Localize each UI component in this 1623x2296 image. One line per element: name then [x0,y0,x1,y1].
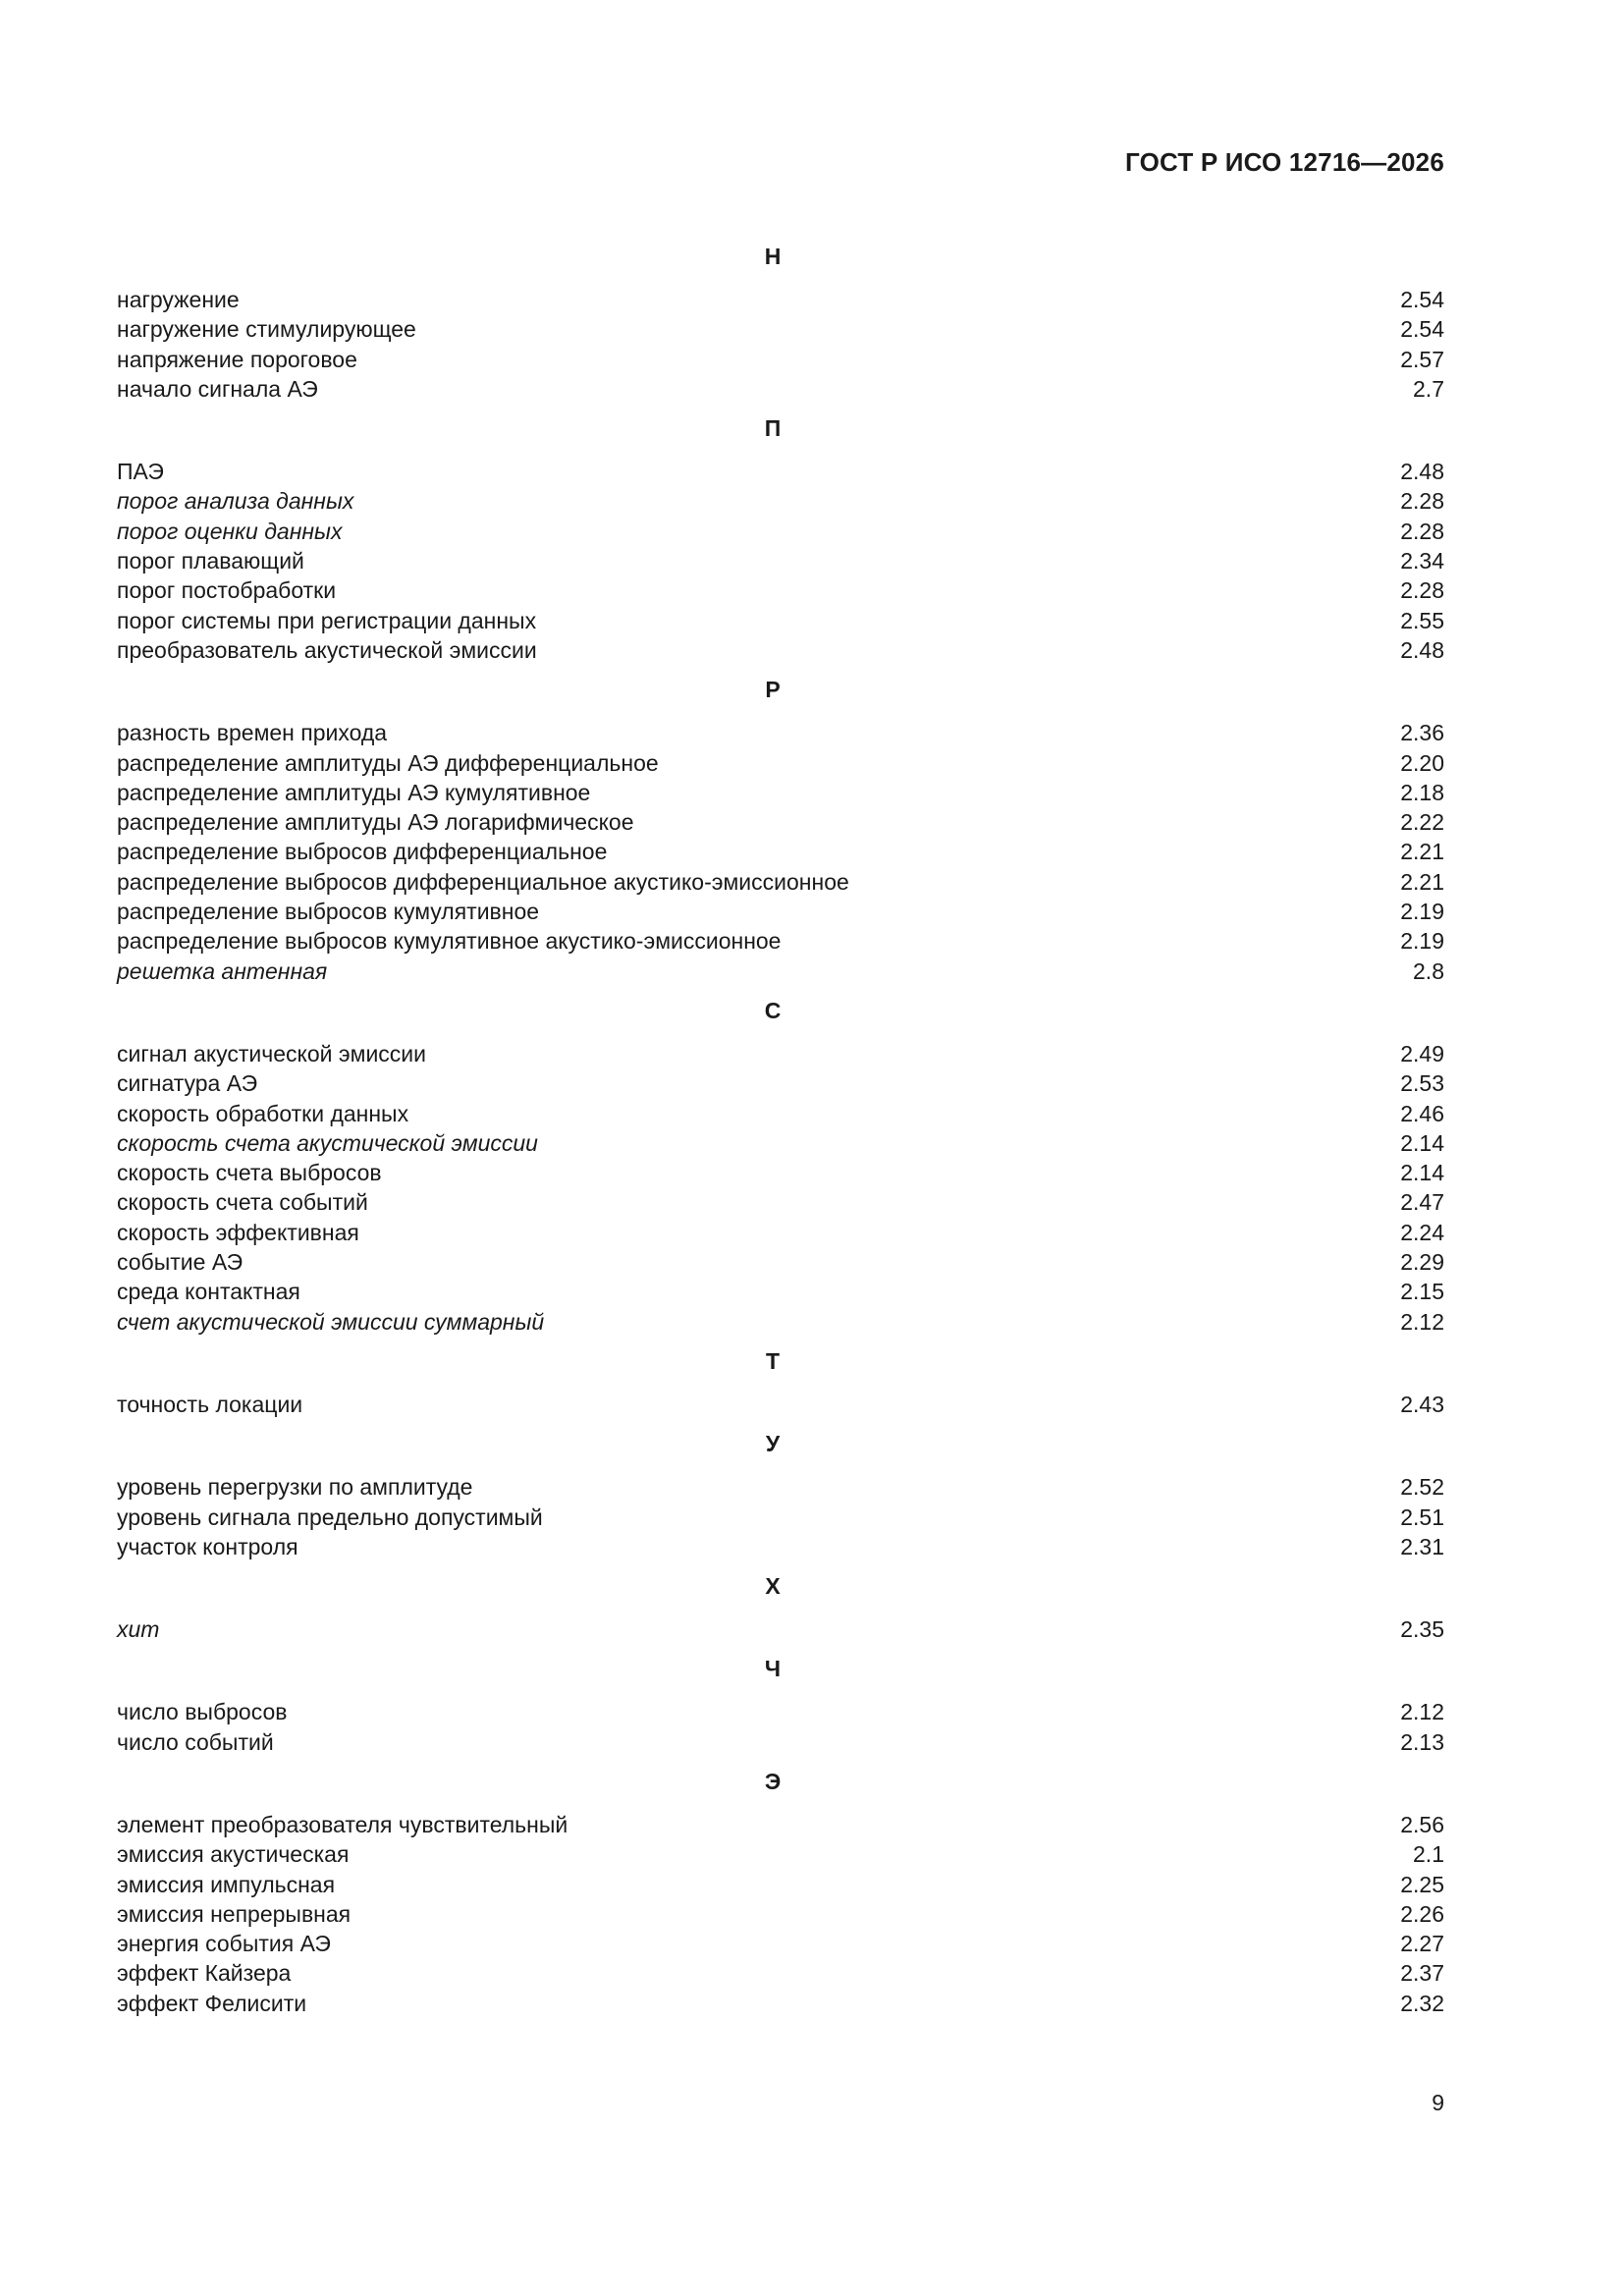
index-entry [117,457,1444,486]
index-entry [117,486,1444,516]
index-entry [117,1158,1444,1187]
entry-term: нагружение стимулирующее [117,316,416,343]
index-entry [117,1839,1444,1869]
entry-reference: 2.48 [1400,636,1444,663]
entry-term: решетка антенная [117,957,328,984]
entry-term: эффект Фелисити [117,1990,307,2016]
entry-term: счет акустической эмиссии суммарный [117,1308,545,1335]
page-number: 9 [1432,2090,1444,2115]
section-letter: У [765,1431,781,1457]
index-entry [117,867,1444,897]
index-entry [117,1128,1444,1158]
entry-term: уровень сигнала предельно допустимый [117,1503,543,1530]
entry-reference: 2.52 [1400,1474,1444,1501]
index-entry [117,807,1444,837]
index-section [117,1648,1444,1757]
entry-reference: 2.55 [1400,607,1444,633]
index-entry [117,517,1444,546]
entry-reference: 2.25 [1400,1871,1444,1897]
index-entry [117,1614,1444,1644]
entry-term: напряжение пороговое [117,346,357,372]
document-code: ГОСТ Р ИСО 12716—2026 [1124,147,1444,177]
entry-term: энергия события АЭ [117,1931,331,1957]
entry-term: эмиссия импульсная [117,1871,336,1897]
entry-term: скорость обработки данных [117,1100,409,1126]
index-entry [117,1870,1444,1899]
entry-term: сигнатура АЭ [117,1070,258,1097]
index-section [117,408,1444,665]
entry-term: распределение выбросов дифференциальное [117,839,608,865]
entry-reference: 2.37 [1400,1960,1444,1987]
entry-term: событие АЭ [117,1249,243,1276]
index-section [117,1423,1444,1561]
entry-term: порог постобработки [117,577,337,604]
entry-reference: 2.28 [1400,518,1444,544]
entry-reference: 2.43 [1400,1391,1444,1417]
entry-reference: 2.32 [1400,1990,1444,2016]
entry-term: число событий [117,1728,274,1755]
entry-reference: 2.47 [1400,1189,1444,1216]
index-entry [117,1503,1444,1532]
entry-reference: 2.12 [1400,1699,1444,1725]
index-entry [117,1472,1444,1502]
entry-reference: 2.31 [1400,1533,1444,1559]
entry-term: хит [117,1616,160,1643]
entry-reference: 2.21 [1400,839,1444,865]
section-letter: Т [765,1347,781,1374]
entry-reference: 2.54 [1400,287,1444,312]
section-letter: Э [764,1768,782,1794]
entry-term: среда контактная [117,1279,300,1305]
entry-reference: 2.51 [1400,1503,1444,1530]
index-entry [117,1247,1444,1277]
entry-reference: 2.27 [1400,1931,1444,1957]
index-entry [117,1899,1444,1929]
entry-term: порог оценки данных [117,518,343,544]
entry-term: распределение амплитуды АЭ дифференциальное [117,749,659,776]
index-section [117,236,1444,404]
index-section [117,1340,1444,1419]
alphabetical-index [117,236,1444,2022]
index-entry [117,1068,1444,1098]
index-entry [117,1099,1444,1128]
entry-reference: 2.21 [1400,868,1444,895]
entry-reference: 2.36 [1400,720,1444,746]
entry-reference: 2.26 [1400,1900,1444,1927]
entry-reference: 2.48 [1400,459,1444,485]
section-letter: Н [764,244,782,269]
index-entry [117,345,1444,374]
index-entry [117,285,1444,314]
index-entry [117,748,1444,778]
entry-term: нагружение [117,287,240,312]
entry-term: преобразователь акустической эмиссии [117,636,537,663]
entry-term: порог плавающий [117,548,304,574]
entry-reference: 2.57 [1400,346,1444,372]
index-entry [117,897,1444,926]
entry-term: распределение выбросов дифференциальное акустико-эмиссионное [117,868,849,895]
entry-reference: 2.53 [1400,1070,1444,1097]
index-section [117,990,1444,1337]
index-entry [117,1989,1444,2018]
index-section [117,1761,1444,2018]
entry-term: распределение выбросов кумулятивное акустико-эмиссионное [117,928,782,955]
index-entry [117,957,1444,986]
entry-term: скорость эффективная [117,1219,359,1245]
entry-reference: 2.13 [1400,1728,1444,1755]
entry-term: разность времен прихода [117,720,388,746]
entry-reference: 2.15 [1400,1279,1444,1305]
index-entry [117,1958,1444,1988]
entry-reference: 2.24 [1400,1219,1444,1245]
entry-term: распределение амплитуды АЭ кумулятивное [117,779,591,805]
entry-term: эмиссия непрерывная [117,1900,352,1927]
entry-term: ПАЭ [117,459,164,485]
entry-reference: 2.7 [1413,375,1444,402]
entry-reference: 2.54 [1400,316,1444,343]
entry-reference: 2.35 [1400,1616,1444,1643]
entry-reference: 2.18 [1400,779,1444,805]
index-entry [117,1929,1444,1958]
index-entry [117,778,1444,807]
index-entry [117,1532,1444,1561]
index-entry [117,1307,1444,1337]
entry-term: скорость счета акустической эмиссии [117,1129,538,1156]
entry-term: скорость счета событий [117,1189,368,1216]
entry-term: порог анализа данных [117,488,354,515]
index-entry [117,1218,1444,1247]
entry-term: порог системы при регистрации данных [117,607,537,633]
entry-term: скорость счета выбросов [117,1160,382,1186]
index-entry [117,1187,1444,1217]
entry-reference: 2.12 [1400,1308,1444,1335]
section-letter: П [764,415,782,442]
index-entry [117,1039,1444,1068]
section-letter: Р [765,677,781,703]
entry-term: точность локации [117,1391,303,1417]
entry-term: распределение выбросов кумулятивное [117,899,540,925]
index-entry [117,635,1444,665]
index-entry [117,1277,1444,1306]
index-entry [117,575,1444,605]
entry-reference: 2.20 [1400,749,1444,776]
index-entry [117,374,1444,404]
entry-reference: 2.8 [1413,957,1444,984]
section-letter: Ч [764,1656,782,1682]
entry-reference: 2.14 [1400,1129,1444,1156]
index-entry [117,314,1444,344]
index-section [117,669,1444,986]
index-entry [117,546,1444,575]
entry-reference: 2.46 [1400,1100,1444,1126]
entry-reference: 2.19 [1400,928,1444,955]
entry-term: элемент преобразователя чувствительный [117,1811,568,1837]
entry-term: начало сигнала АЭ [117,375,318,402]
entry-reference: 2.28 [1400,577,1444,604]
entry-term: распределение амплитуды АЭ логарифмическое [117,809,634,836]
index-entry [117,1727,1444,1757]
entry-reference: 2.56 [1400,1811,1444,1837]
entry-reference: 2.22 [1400,809,1444,836]
entry-term: эффект Кайзера [117,1960,292,1987]
entry-reference: 2.1 [1413,1841,1444,1868]
entry-reference: 2.49 [1400,1040,1444,1066]
index-entry [117,718,1444,747]
entry-reference: 2.29 [1400,1249,1444,1276]
index-section [117,1565,1444,1644]
index-entry [117,1390,1444,1419]
entry-term: уровень перегрузки по амплитуде [117,1474,473,1501]
entry-term: эмиссия акустическая [117,1841,350,1868]
index-entry [117,606,1444,635]
entry-reference: 2.19 [1400,899,1444,925]
entry-reference: 2.28 [1400,488,1444,515]
index-entry [117,926,1444,956]
index-entry [117,837,1444,866]
section-letter: С [764,997,782,1023]
entry-term: участок контроля [117,1533,298,1559]
entry-reference: 2.14 [1400,1160,1444,1186]
section-letter: Х [765,1573,781,1600]
index-entry [117,1697,1444,1726]
entry-term: число выбросов [117,1699,288,1725]
index-entry [117,1810,1444,1839]
entry-reference: 2.34 [1400,548,1444,574]
entry-term: сигнал акустической эмиссии [117,1040,426,1066]
